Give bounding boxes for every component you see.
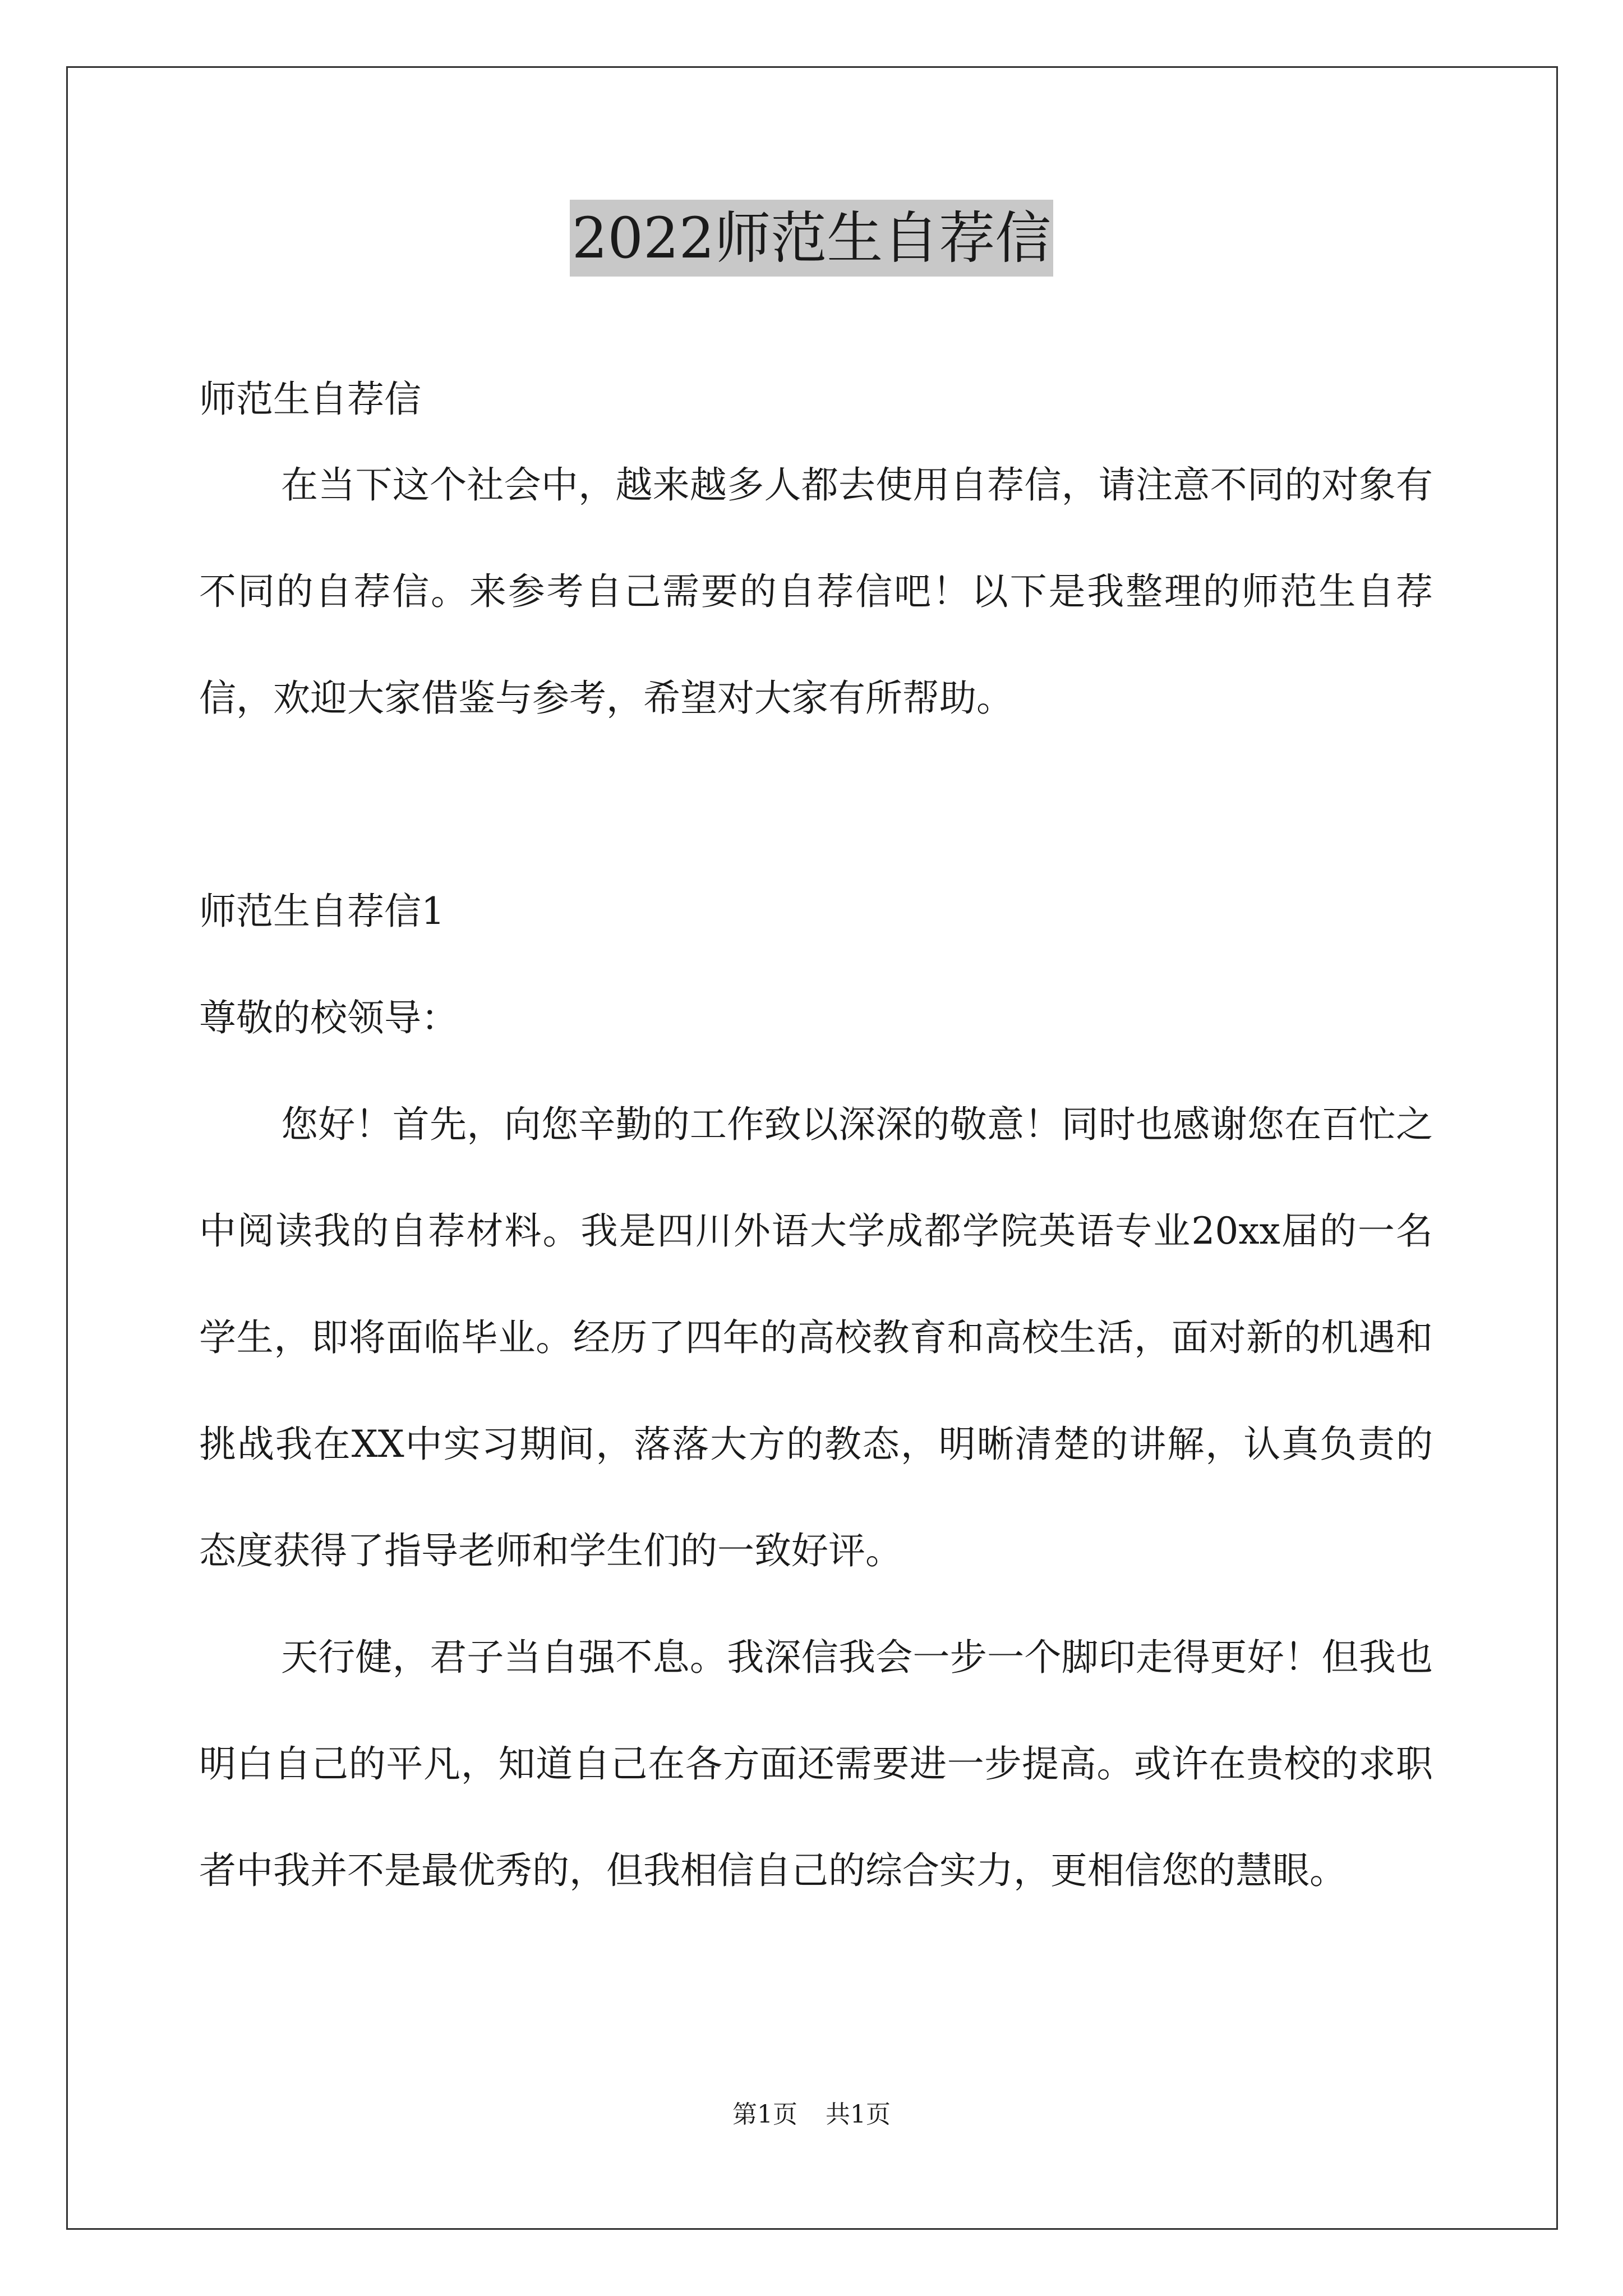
page-footer: [0, 2098, 1623, 2132]
body-paragraph-2: 天行健，君子当自强不息。我深信我会一步一个脚印走得更好！但我也明白自己的平凡，知道自己在各方面还需要进一步提高。或许在贵校的求职者中我并不是最优秀的，但我相信自己的综合实力，更相信您的慧眼。: [199, 1636, 1433, 1892]
intro-paragraph: 在当下这个社会中，越来越多人都去使用自荐信，请注意不同的对象有不同的自荐信。来参考自己需要的自荐信吧！以下是我整理的师范生自荐信，欢迎大家借鉴与参考，希望对大家有所帮助。: [199, 463, 1433, 720]
document-subtitle: 师范生自荐信: [199, 378, 421, 421]
body-paragraph-1: 您好！首先，向您辛勤的工作致以深深的敬意！同时也感谢您在百忙之中阅读我的自荐材料。我是四川外语大学成都学院英语专业20xx届的一名学生，即将面临毕业。经历了四年的高校教育和高校生活，面对新的机遇和挑战我在XX中实习期间，落落大方的教态，明晰清楚的讲解，认真负责的态度获得了指导老师和学生们的一致好评。: [199, 1103, 1433, 1572]
section-heading: 师范生自荐信1: [199, 890, 445, 933]
salutation: 尊敬的校领导：: [199, 996, 458, 1039]
document-title: [0, 199, 1623, 278]
page-number-current: 第1页: [732, 2100, 797, 2129]
document-title-text: 2022师范生自荐信: [570, 200, 1054, 277]
page-number-total: 共1页: [826, 2100, 891, 2129]
